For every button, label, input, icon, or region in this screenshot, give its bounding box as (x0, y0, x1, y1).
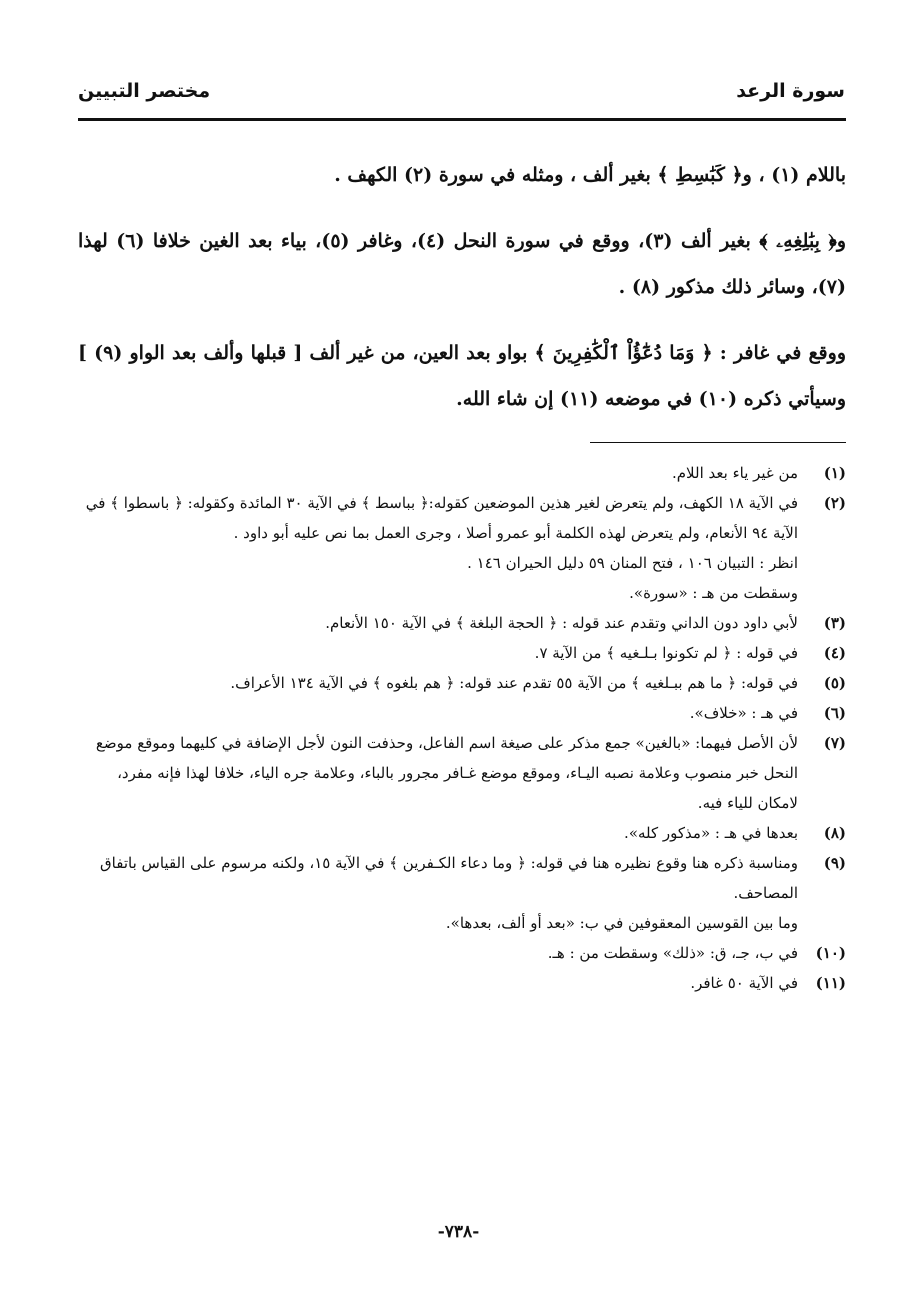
footnote-7 (78, 728, 846, 818)
footnote-number: (٨) (823, 824, 846, 842)
footnote-number: (٩) (823, 854, 846, 872)
footnote-text: في الآية ٥٠ غافر. (690, 974, 798, 992)
page-number: -٧٣٨- (437, 1222, 480, 1242)
footnote-11 (78, 968, 846, 998)
footnote-text: في قوله: ﴿ ما هم ببـلغيه ﴾ من الآية ٥٥ تقدم عند قوله: ﴿ هم بلغوه ﴾ في الآية ١٣٤ الأعراف. (230, 674, 798, 692)
main-text (78, 152, 846, 442)
footnote-text: ومناسبة ذكره هنا وقوع نظيره هنا في قوله: ﴿ وما دعاء الكـفرين ﴾ في الآية ١٥، ولكنه مرسوم على القياس باتفاق المصاحف. (100, 854, 798, 902)
main-paragraph-3: ووقع في غافر : ﴿ وَمَا دُعَٰٓؤُاْ ٱلْكَٰفِرِينَ ﴾ بواو بعد العين، من غير ألف [ قبلها وألف بعد الواو (٩) ] وسيأتي ذكره (١٠) في موضعه (١١) إن شاء الله. (78, 342, 846, 410)
footnote-5 (78, 668, 846, 698)
running-header (78, 80, 845, 120)
surah-title: سورة الرعد (736, 80, 845, 102)
footnote-10 (78, 938, 846, 968)
footnote-3 (78, 608, 846, 638)
main-paragraph-1: باللام (١) ، و﴿ كَبَٰسِطِ ﴾ بغير ألف ، ومثله في سورة (٢) الكهف . (334, 164, 846, 186)
footnote-text: بعدها في هـ : «مذكور كله». (624, 824, 798, 842)
main-paragraph-2: و﴿ بِبَٰلِغِهِۦ ﴾ بغير ألف (٣)، ووقع في سورة النحل (٤)، وغافر (٥)، بياء بعد الغين خلافا (٦) لهذا (٧)، وسائر ذلك مذكور (٨) . (78, 230, 846, 298)
footnote-text: لأن الأصل فيهما: «بالغين» جمع مذكر على صيغة اسم الفاعل، وحذفت النون لأجل الإضافة في كليهما وموقع موضع النحل خبر منصوب وعلامة نصبه اليـاء، وموقع موضع غـافر مجرور بالباء، وعلامة جره الياء، خلافا لهذا فإنه مفرد، لامكان للياء فيه. (95, 734, 798, 812)
footnote-number: (٢) (823, 494, 846, 512)
footnote-text: من غير ياء بعد اللام. (672, 464, 798, 482)
footnote-4 (78, 638, 846, 668)
footnote-text: وسقطت من هـ : «سورة». (629, 584, 798, 602)
footnote-number: (١) (823, 464, 846, 482)
footnote-8 (78, 818, 846, 848)
footnote-text: في هـ : «خلاف». (689, 704, 798, 722)
book-title: مختصر التبيين (78, 80, 211, 102)
footnote-text: في قوله : ﴿ لم تكونوا بـلـغيه ﴾ من الآية ٧. (534, 644, 798, 662)
footnote-number: (٥) (823, 674, 846, 692)
footnote-number: (٦) (823, 704, 846, 722)
footnote-number: (٧) (823, 734, 846, 752)
header-divider (78, 118, 846, 121)
footnote-number: (٣) (823, 614, 846, 632)
footnote-6 (78, 698, 846, 728)
footnote-number: (١١) (815, 974, 846, 992)
footnote-number: (٤) (823, 644, 846, 662)
footnote-2 (78, 488, 846, 608)
footnote-number: (١٠) (815, 944, 846, 962)
footnote-text: في ب، جـ، ق: «ذلك» وسقطت من : هـ. (547, 944, 798, 962)
footnotes (78, 458, 846, 998)
footnote-text: وما بين القوسين المعقوفين في ب: «بعد أو ألف، بعدها». (445, 914, 798, 932)
footnote-text: في الآية ١٨ الكهف، ولم يتعرض لغير هذين الموضعين كقوله:﴿ بباسط ﴾ في الآية ٣٠ المائدة وكقوله: ﴿ باسطوا ﴾ في الآية ٩٤ الأنعام، ولم يتعرض لهذه الكلمة أبو عمرو أصلا ، وجرى العمل بما نص عليه أبو داود . (85, 494, 798, 542)
footnote-text: لأبي داود دون الداني وتقدم عند قوله : ﴿ الحجة البلغة ﴾ في الآية ١٥٠ الأنعام. (325, 614, 798, 632)
footnote-9 (78, 848, 846, 938)
footnote-text: انظر : التبيان ١٠٦ ، فتح المنان ٥٩ دليل الحيران ١٤٦ . (467, 554, 798, 572)
footnote-1 (78, 458, 846, 488)
footnote-divider (590, 442, 846, 443)
